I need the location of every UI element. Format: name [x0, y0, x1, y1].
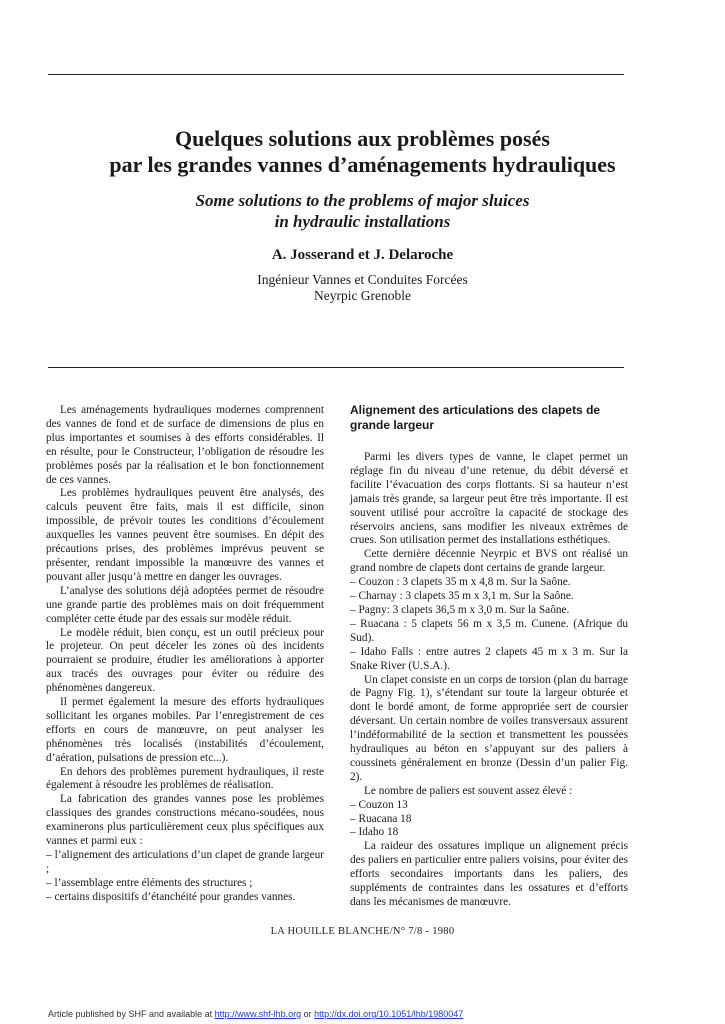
- left-paragraph: L’analyse des solutions déjà adoptées permet de résoudre une grande partie des problèmes mais on doit fréquemment compléter cette étude par des essais sur modèle réduit.: [46, 584, 324, 625]
- right-list-item: – Idaho 18: [350, 826, 399, 839]
- doi-link[interactable]: http://dx.doi.org/10.1051/lhb/1980047: [314, 1009, 464, 1019]
- left-paragraph: Le modèle réduit, bien conçu, est un outil précieux pour le projeteur. On peut déceler les zones où des incidents pourraient se produire, étudier les améliorations à apporter aux tracés des ouvrages pour éviter ou réduire des phénomènes dangereux.: [46, 626, 324, 695]
- subtitle-line-1: Some solutions to the problems of major sluices: [195, 191, 530, 210]
- right-column: [350, 403, 628, 910]
- right-list-item: – Idaho Falls : entre autres 2 clapets 45 m x 3 m. Sur la Snake River (U.S.A.).: [350, 645, 628, 672]
- left-paragraph: En dehors des problèmes purement hydrauliques, il reste également à résoudre les problèmes de réalisation.: [46, 765, 324, 792]
- header-bottom-rule: [48, 367, 624, 368]
- right-paragraph: La raideur des ossatures implique un alignement précis des paliers en particulier entre paliers voisins, pour éviter des efforts secondaires importants dans les paliers, des suppléments de contraintes dans les ossatures et d’efforts dans les mécanismes de manœuvre.: [350, 840, 628, 908]
- left-list-item: – l’assemblage entre éléments des structures ;: [46, 876, 253, 889]
- left-paragraph: Les problèmes hydrauliques peuvent être analysés, des calculs peuvent être faits, mais il est difficile, sinon impossible, de prévoir toutes les conditions d’écoulement auxquelles les vannes peuvent être soumises. En dépit des précautions prises, des problèmes imprévus peuvent se présenter, rendant impossible la manœuvre des vannes et pouvant aller jusqu’à mettre en danger les ouvrages.: [46, 487, 324, 583]
- credit-middle: or: [301, 1009, 315, 1019]
- shf-link[interactable]: http://www.shf-lhb.org: [214, 1009, 302, 1019]
- left-paragraph: Les aménagements hydrauliques modernes comprennent des vannes de fond et de surface de dimensions de plus en plus importantes et soumises à des efforts considérables. Il en résulte, pour le Constructeur, l’obligation de résoudre les problèmes posés par la réalisation et le bon fonctionnement de ces vannes.: [46, 404, 324, 486]
- affiliation-line-2: Neyrpic Grenoble: [313, 288, 412, 303]
- right-list-item: – Charnay : 3 clapets 35 m x 3,1 m. Sur la Saône.: [350, 590, 574, 603]
- top-rule: [48, 74, 624, 75]
- left-list-item: – l’alignement des articulations d’un clapet de grande largeur ;: [46, 849, 324, 875]
- publisher-credit: [48, 1009, 463, 1019]
- right-paragraph: Le nombre de paliers est souvent assez élevé :: [364, 784, 573, 797]
- title-line-2: par les grandes vannes d’aménagements hydrauliques: [109, 152, 616, 177]
- right-paragraph: Cette dernière décennie Neyrpic et BVS ont réalisé un grand nombre de clapets dont certains de grande largeur.: [350, 548, 628, 575]
- title-line-1: Quelques solutions aux problèmes posés: [175, 126, 550, 151]
- affiliation-line-1: Ingénieur Vannes et Conduites Forcées: [257, 272, 468, 287]
- right-list-item: – Couzon : 3 clapets 35 m x 4,8 m. Sur la Saône.: [350, 576, 571, 589]
- journal-footer: LA HOUILLE BLANCHE/N° 7/8 - 1980: [270, 926, 455, 937]
- left-paragraph: Il permet également la mesure des efforts hydrauliques sollicitant les organes mobiles. Par l’enregistrement de ces efforts en cours de manœuvre, on peut analyser les phénomènes très localisés (instabilités d’écoulement, d’aération, pulsations de pression etc...).: [46, 696, 324, 764]
- right-list-item: – Couzon 13: [350, 798, 408, 811]
- left-paragraph: La fabrication des grandes vannes pose les problèmes classiques des grandes constructions mécano-soudées, nous examinerons plus particulièrement ceux plus spécifiques aux vannes et parmi eux :: [46, 793, 324, 848]
- right-paragraph: Parmi les divers types de vanne, le clapet permet un réglage fin du niveau d’une retenue, du débit déversé et facilite l’évacuation des corps flottants. Si sa hauteur n’est jamais très grande, sa largeur peut être très importante. Il est souvent utilisé pour accroître la capacité de stockage des réservoirs anciens, sans modifier les niveaux extrêmes de crues. Son utilisation permet des installations esthétiques.: [350, 451, 628, 547]
- right-list-item: – Ruacana : 5 clapets 56 m x 3,5 m. Cunene. (Afrique du Sud).: [350, 617, 628, 644]
- right-list-item: – Ruacana 18: [350, 812, 412, 825]
- credit-prefix: Article published by SHF and available at: [48, 1009, 215, 1019]
- right-paragraph: Un clapet consiste en un corps de torsion (plan du barrage de Pagny Fig. 1), s’étendant sur toute la largeur obturée et dont le bordé amont, de forme appropriée sert de coursier déversant. Un certain nombre de voiles transversaux assurent l’indéformabilité de la section et transmettent les poussées hydrauliques au béton en s’appuyant sur des paliers à coussinets généralement en bronze (Dessin d’un palier Fig. 2).: [350, 673, 628, 783]
- authors: A. Josserand et J. Delaroche: [271, 247, 454, 263]
- subtitle-line-2: in hydraulic installations: [274, 212, 451, 231]
- left-list-item: – certains dispositifs d’étanchéité pour grandes vannes.: [46, 890, 296, 903]
- section-heading: Alignement des articulations des clapets de grande largeur: [350, 403, 601, 432]
- right-list-item: – Pagny: 3 clapets 36,5 m x 3,0 m. Sur la Saône.: [350, 603, 570, 616]
- left-column: [46, 404, 324, 905]
